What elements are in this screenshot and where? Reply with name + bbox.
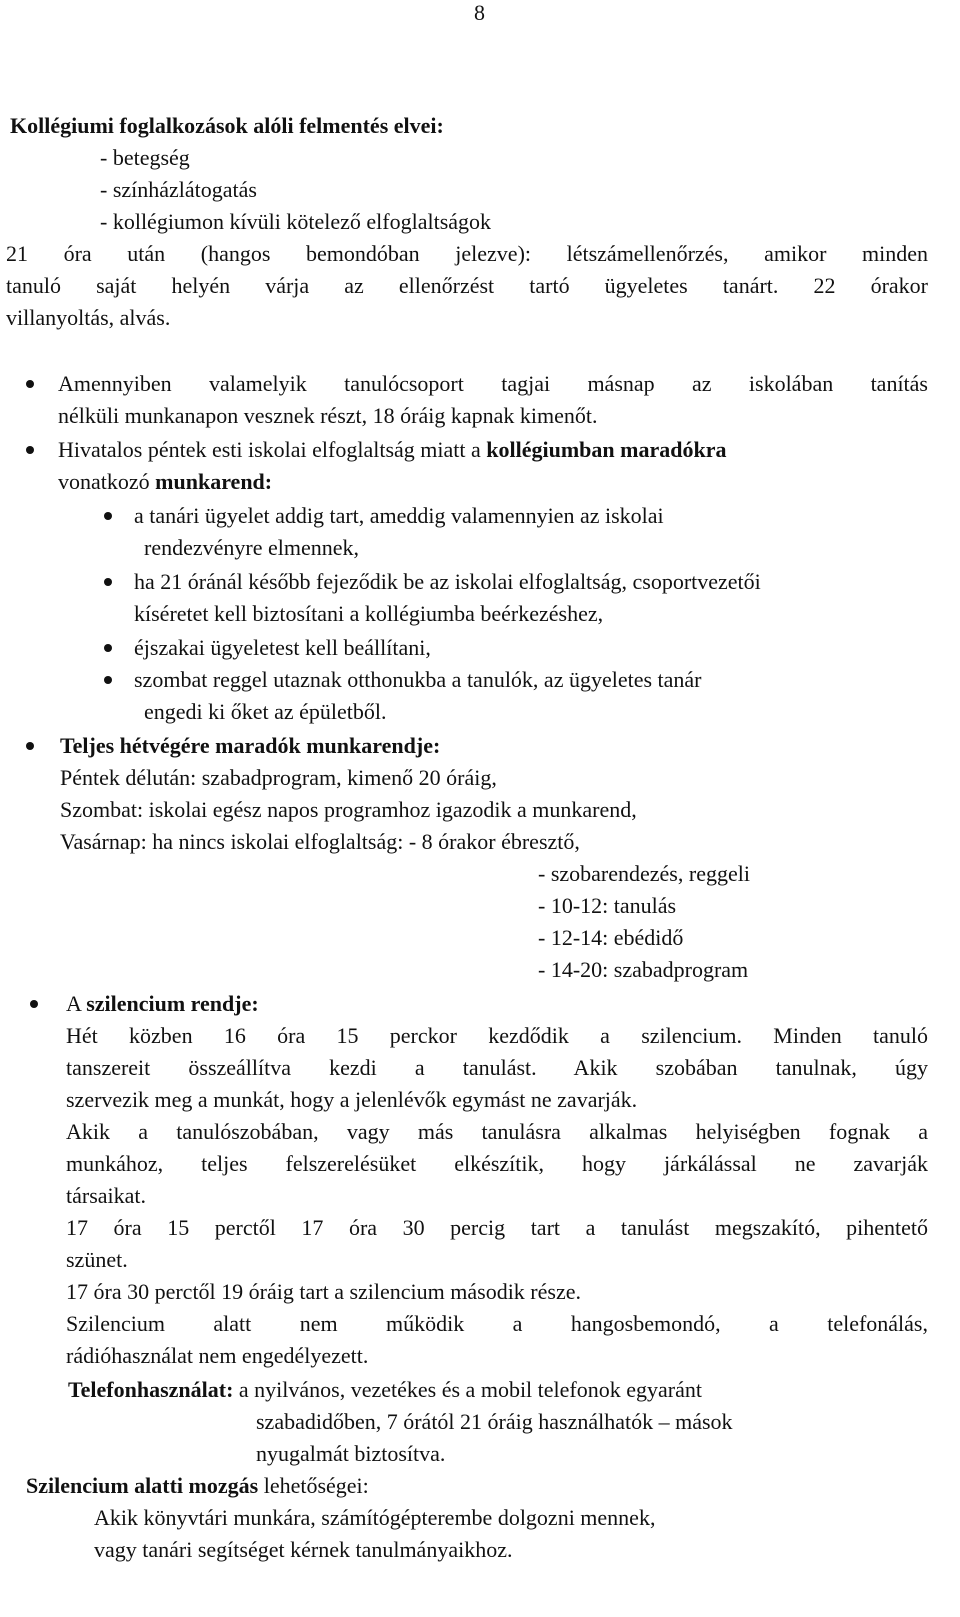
phone-line-3: nyugalmát biztosítva.: [256, 1441, 446, 1466]
bullet1-line-2: nélküli munkanapon vesznek részt, 18 óráig kapnak kimenőt.: [58, 403, 598, 428]
sub-item-4-line-1: szombat reggel utaznak otthonukba a tanulók, az ügyeletes tanár: [134, 667, 702, 692]
exemption-item-theatre: - színházlátogatás: [100, 177, 257, 202]
silence-line-1: Hét közben 16 óra 15 perckor kezdődik a szilencium. Minden tanuló: [66, 1023, 928, 1048]
schedule-item: - 12-14: ebédidő: [538, 925, 684, 950]
movement-line-1: Akik könyvtári munkára, számítógépterembe dolgozni mennek,: [94, 1505, 656, 1530]
sub-item-2-line-2: kíséretet kell biztosítani a kollégiumba beérkezéshez,: [134, 601, 604, 626]
bullet2-line-2: vonatkozó munkarend:: [58, 469, 273, 494]
sub-item-1-line-1: a tanári ügyelet addig tart, ameddig valamennyien az iskolai: [134, 503, 664, 528]
sub-item-3-line-1: éjszakai ügyeletest kell beállítani,: [134, 635, 431, 660]
silence-title: A szilencium rendje:: [66, 991, 259, 1016]
evening-line-2: tanuló saját helyén várja az ellenőrzést tartó ügyeletes tanárt. 22 órakor: [6, 273, 928, 298]
bullet-dot: [30, 1000, 38, 1008]
silence-line-2: tanszereit összeállítva kezdi a tanulást. Akik szobában tanulnak, úgy: [66, 1055, 928, 1080]
movement-line-2: vagy tanári segítséget kérnek tanulmányaikhoz.: [94, 1537, 513, 1562]
bullet1-line-1: Amennyiben valamelyik tanulócsoport tagjai másnap az iskolában tanítás: [58, 371, 928, 396]
bullet2-line-1: Hivatalos péntek esti iskolai elfoglaltság miatt a kollégiumban maradókra: [58, 437, 727, 462]
phone-line-1: Telefonhasználat: a nyilvános, vezetékes és a mobil telefonok egyaránt: [68, 1377, 702, 1402]
bullet-dot: [104, 512, 112, 520]
silence-line-8: szünet.: [66, 1247, 128, 1272]
evening-line-3: villanyoltás, alvás.: [6, 305, 171, 330]
silence-line-5: munkához, teljes felszerelésüket elkészítik, hogy járkálással ne zavarják: [66, 1151, 928, 1176]
schedule-item: - 10-12: tanulás: [538, 893, 677, 918]
evening-line-1: 21 óra után (hangos bemondóban jelezve): létszámellenőrzés, amikor minden: [6, 241, 928, 266]
sub-item-4-line-2: engedi ki őket az épületből.: [144, 699, 387, 724]
bullet-dot: [26, 380, 34, 388]
phone-line-2: szabadidőben, 7 órától 21 óráig használhatók – mások: [256, 1409, 733, 1434]
schedule-item: - 14-20: szabadprogram: [538, 957, 749, 982]
silence-line-9: 17 óra 30 perctől 19 óráig tart a szilencium második része.: [66, 1279, 581, 1304]
exemption-title: Kollégiumi foglalkozások alóli felmentés elvei:: [10, 113, 444, 138]
silence-line-10: Szilencium alatt nem működik a hangosbemondó, a telefonálás,: [66, 1311, 928, 1336]
silence-line-4: Akik a tanulószobában, vagy más tanulásra alkalmas helyiségben fognak a: [66, 1119, 928, 1144]
sub-item-2-line-1: ha 21 óránál később fejeződik be az iskolai elfoglaltság, csoportvezetői: [134, 569, 761, 594]
sub-item-1-line-2: rendezvényre elmennek,: [144, 535, 359, 560]
weekend-sunday: Vasárnap: ha nincs iskolai elfoglaltság: - 8 órakor ébresztő,: [60, 829, 580, 854]
movement-title: Szilencium alatti mozgás lehetőségei:: [26, 1473, 369, 1498]
weekend-friday: Péntek délután: szabadprogram, kimenő 20 óráig,: [60, 765, 497, 790]
weekend-saturday: Szombat: iskolai egész napos programhoz igazodik a munkarend,: [60, 797, 637, 822]
bullet-dot: [104, 676, 112, 684]
silence-line-7: 17 óra 15 perctől 17 óra 30 percig tart a tanulást megszakító, pihentető: [66, 1215, 928, 1240]
bullet-dot: [26, 446, 34, 454]
silence-line-3: szervezik meg a munkát, hogy a jelenlévők egymást ne zavarják.: [66, 1087, 638, 1112]
bullet-dot: [104, 578, 112, 586]
weekend-title: Teljes hétvégére maradók munkarendje:: [60, 733, 441, 758]
silence-line-6: társaikat.: [66, 1183, 147, 1208]
schedule-item: - szobarendezés, reggeli: [538, 861, 750, 886]
exemption-item-obligations: - kollégiumon kívüli kötelező elfoglaltságok: [100, 209, 492, 234]
page-number: 8: [474, 0, 485, 25]
bullet-dot: [26, 742, 34, 750]
exemption-item-illness: - betegség: [100, 145, 190, 170]
bullet-dot: [104, 644, 112, 652]
silence-line-11: rádióhasználat nem engedélyezett.: [66, 1343, 369, 1368]
